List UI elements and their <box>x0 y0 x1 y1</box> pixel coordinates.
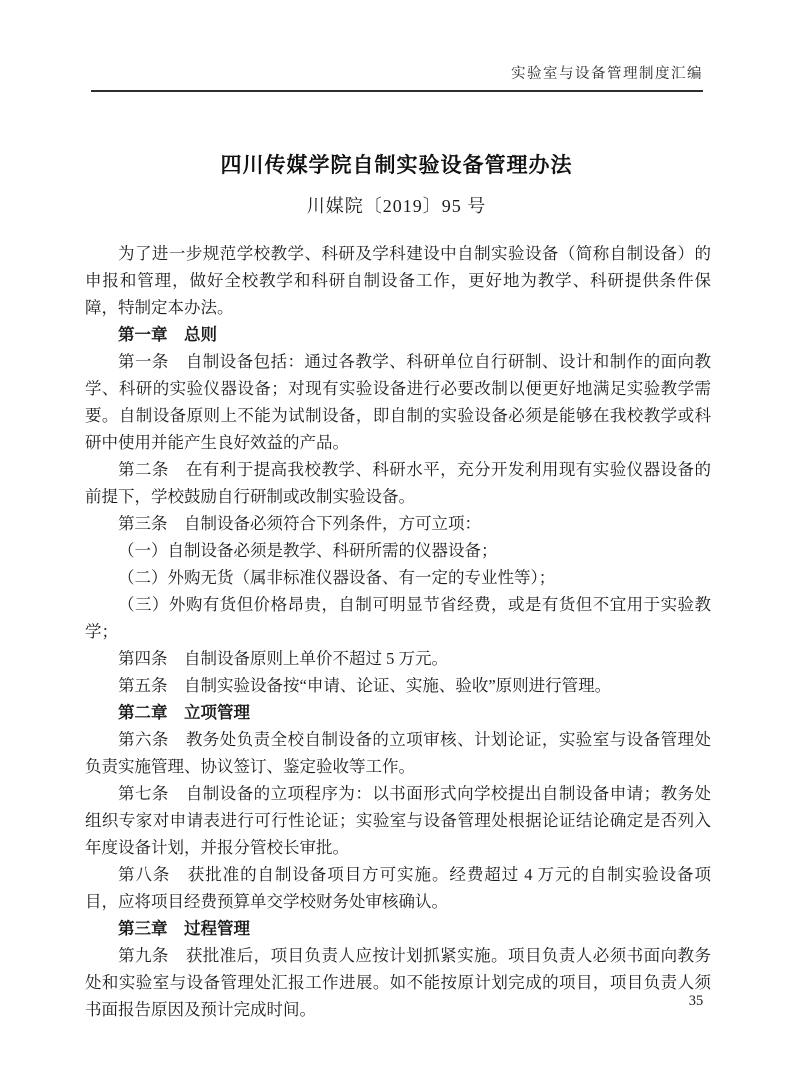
page-header-booklet-title: 实验室与设备管理制度汇编 <box>91 62 703 92</box>
paragraph: 第九条 获批准后，项目负责人应按计划抓紧实施。项目负责人必须书面向教务处和实验室与设备管理处汇报工作进展。如不能按原计划完成的项目，项目负责人须书面报告原因及预计完成时间。 <box>85 946 711 1019</box>
chapter-heading: 第二章 立项管理 <box>118 703 250 722</box>
chapter-heading: 第三章 过程管理 <box>118 919 250 938</box>
paragraph: 第七条 自制设备的立项程序为：以书面形式向学校提出自制设备申请；教务处组织专家对申请表进行可行性论证；实验室与设备管理处根据论证结论确定是否列入年度设备计划，并报分管校长审批。 <box>85 784 711 857</box>
document-title: 四川传媒学院自制实验设备管理办法 <box>220 153 573 177</box>
paragraph: （一）自制设备必须是教学、科研所需的仪器设备； <box>118 541 498 560</box>
paragraph: （二）外购无货（属非标准仪器设备、有一定的专业性等）； <box>118 568 556 587</box>
paragraph: 第八条 获批准的自制设备项目方可实施。经费超过 4 万元的自制实验设备项目，应将项目经费预算单交学校财务处审核确认。 <box>85 865 711 911</box>
paragraph: （三）外购有货但价格昂贵，自制可明显节省经费，或是有货但不宜用于实验教学； <box>85 595 711 641</box>
chapter-heading: 第一章 总则 <box>118 325 217 344</box>
paragraph: 第一条 自制设备包括：通过各教学、科研单位自行研制、设计和制作的面向教学、科研的实验仪器设备；对现有实验设备进行必要改制以便更好地满足实验教学需要。自制设备原则上不能为试制设备，即自制的实验设备必须是能够在我校教学或科研中使用并能产生良好效益的产品。 <box>85 352 711 452</box>
paragraph: 为了进一步规范学校教学、科研及学科建设中自制实验设备（简称自制设备）的申报和管理，做好全校教学和科研自制设备工作，更好地为教学、科研提供条件保障，特制定本办法。 <box>85 244 711 317</box>
paragraph: 第五条 自制实验设备按“申请、论证、实施、验收”原则进行管理。 <box>118 676 612 695</box>
paragraph: 第四条 自制设备原则上单价不超过 5 万元。 <box>118 649 448 668</box>
paragraph: 第三条 自制设备必须符合下列条件，方可立项： <box>118 514 481 533</box>
document-number: 川媒院〔2019〕95 号 <box>306 196 487 216</box>
paragraph: 第二条 在有利于提高我校教学、科研水平，充分开发利用现有实验仪器设备的前提下，学校鼓励自行研制或改制实验设备。 <box>85 460 711 506</box>
paragraph: 第六条 教务处负责全校自制设备的立项审核、计划论证，实验室与设备管理处负责实施管理、协议签订、鉴定验收等工作。 <box>85 730 711 776</box>
document-paragraphs <box>85 240 711 1023</box>
page-number: 35 <box>688 993 704 1009</box>
